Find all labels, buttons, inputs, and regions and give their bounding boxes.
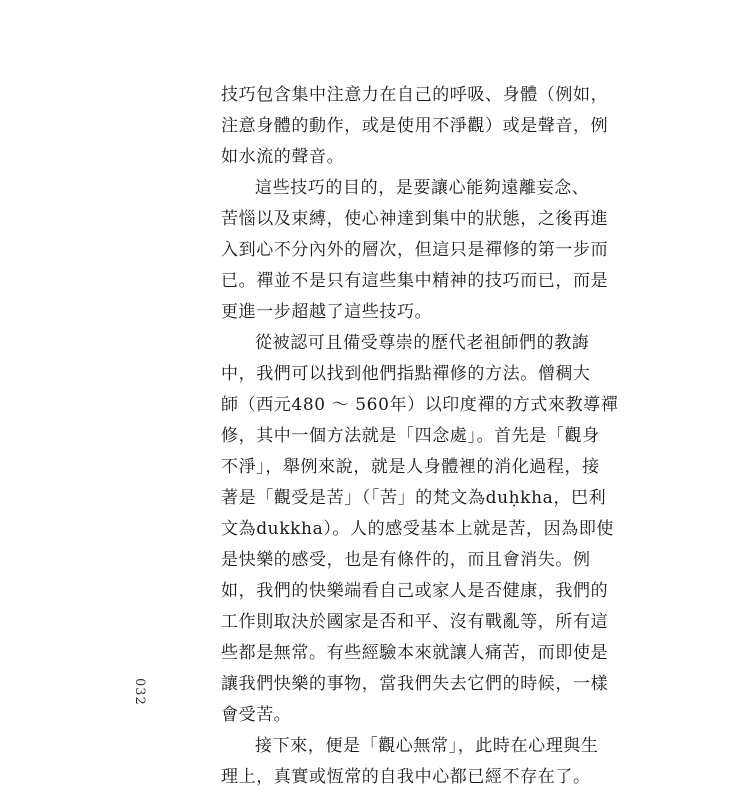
page-number: 032 — [132, 678, 147, 706]
text-line: 會受苦。 — [221, 705, 292, 725]
text-line: 如水流的聲音。 — [221, 147, 345, 167]
text-line: 已。禪並不是只有這些集中精神的技巧而已，而是 — [221, 271, 609, 291]
text-line: 理上，真實或恆常的自我中心都已經不存在了。 — [221, 767, 591, 787]
text-line: 注意身體的動作，或是使用不淨觀）或是聲音，例 — [221, 116, 609, 136]
paragraph-first-line: 從被認可且備受尊崇的歷代老祖師們的教誨 — [255, 333, 590, 353]
paragraph-first-line: 接下來，便是「觀心無常」，此時在心理與生 — [255, 736, 599, 756]
text-line: 不淨」，舉例來說，就是人身體裡的消化過程，接 — [221, 457, 600, 477]
text-line: 技巧包含集中注意力在自己的呼吸、身體（例如， — [221, 85, 609, 105]
text-line: 文為dukkha）。人的感受基本上就是苦，因為即使 — [221, 519, 615, 539]
text-line: 讓我們快樂的事物，當我們失去它們的時候，一樣 — [221, 674, 609, 694]
text-line: 著是「觀受是苦」（「苦」的梵文為duḥkha，巴利 — [221, 488, 607, 508]
text-line: 中，我們可以找到他們指點禪修的方法。僧稠大 — [221, 364, 591, 384]
text-line: 如，我們的快樂端看自己或家人是否健康，我們的 — [221, 581, 609, 601]
text-line: 是快樂的感受，也是有條件的，而且會消失。例 — [221, 550, 591, 570]
text-line: 師（西元480 ～ 560年）以印度禪的方式來教導禪 — [221, 395, 619, 415]
text-line: 修，其中一個方法就是「四念處」。首先是「觀身 — [221, 426, 600, 446]
text-line: 入到心不分內外的層次，但這只是禪修的第一步而 — [221, 240, 609, 260]
text-line: 苦惱以及束縛，使心神達到集中的狀態，之後再進 — [221, 209, 609, 229]
text-line: 工作則取決於國家是否和平、沒有戰亂等，所有這 — [221, 612, 609, 632]
paragraph-first-line: 這些技巧的目的，是要讓心能夠遠離妄念、 — [255, 178, 590, 198]
text-line: 些都是無常。有些經驗本來就讓人痛苦，而即使是 — [221, 643, 609, 663]
body-text — [221, 80, 619, 793]
text-line: 更進一步超越了這些技巧。 — [221, 302, 433, 322]
